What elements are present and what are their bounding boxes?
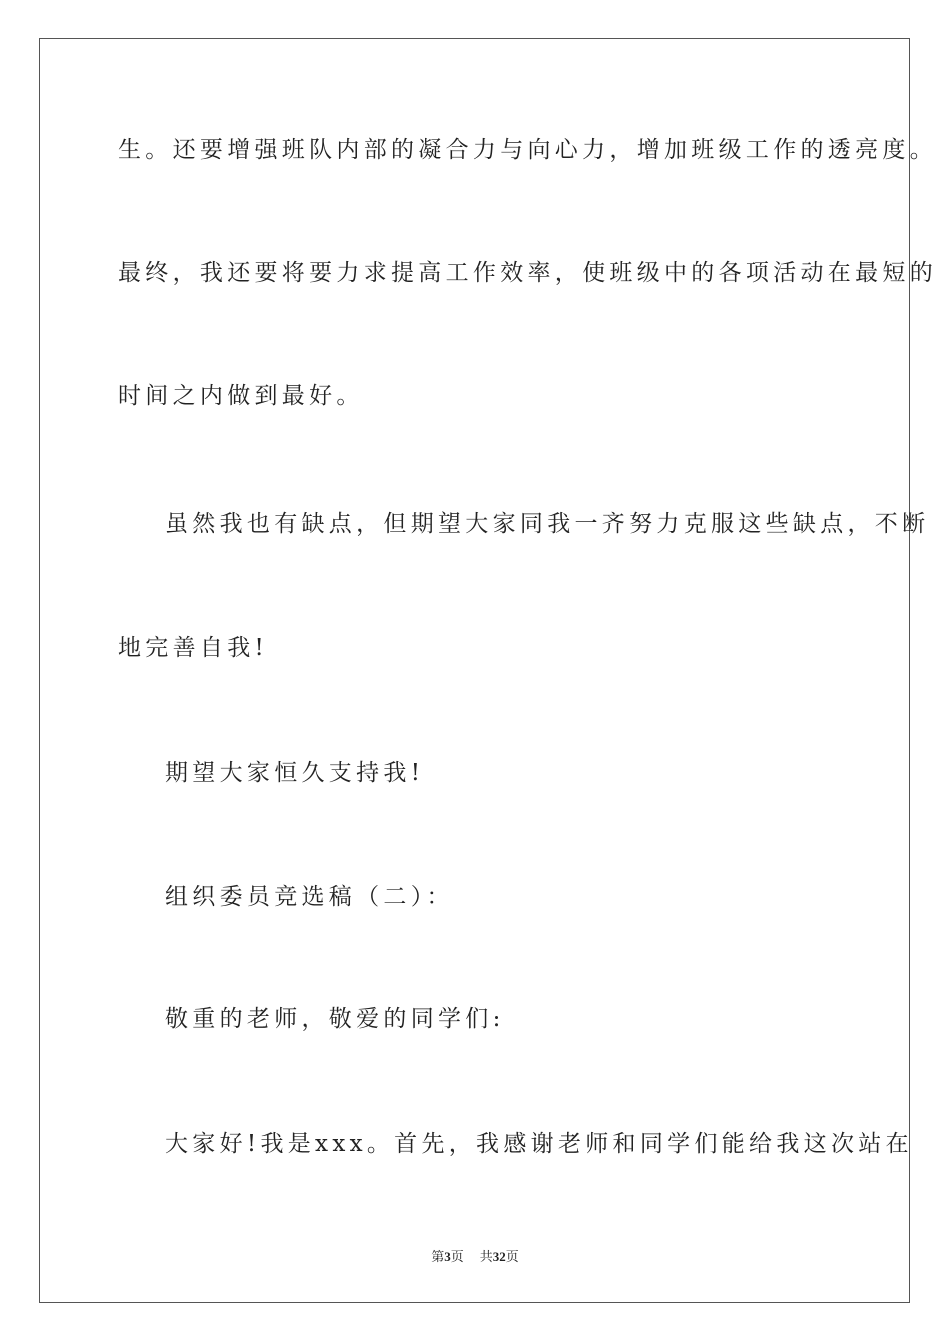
total-suffix: 页 — [505, 1249, 519, 1264]
page-footer — [0, 1248, 950, 1266]
page-number: 3 — [444, 1249, 451, 1264]
page-suffix: 页 — [450, 1249, 464, 1264]
section-heading: 组织委员竞选稿（二）： — [165, 884, 454, 910]
body-text-line-4: 虽然我也有缺点，但期望大家同我一齐努力克服这些缺点，不断 — [165, 511, 930, 537]
body-text-line-3: 时间之内做到最好。 — [118, 383, 364, 409]
body-text-line-2: 最终，我还要将要力求提高工作效率，使班级中的各项活动在最短的 — [118, 260, 937, 286]
body-text-line-1: 生。还要增强班队内部的凝合力与向心力，增加班级工作的透亮度。 — [118, 137, 937, 163]
body-text-line-9: 大家好!我是xxx。首先，我感谢老师和同学们能给我这次站在 — [165, 1131, 913, 1157]
salutation-line: 敬重的老师，敬爱的同学们: — [165, 1006, 505, 1032]
total-pages: 32 — [492, 1249, 506, 1264]
page-prefix: 第 — [431, 1249, 445, 1264]
page-frame — [39, 38, 910, 1303]
total-prefix: 共 — [479, 1249, 493, 1264]
body-text-line-5: 地完善自我! — [118, 635, 269, 661]
body-text-line-6: 期望大家恒久支持我! — [165, 760, 425, 786]
